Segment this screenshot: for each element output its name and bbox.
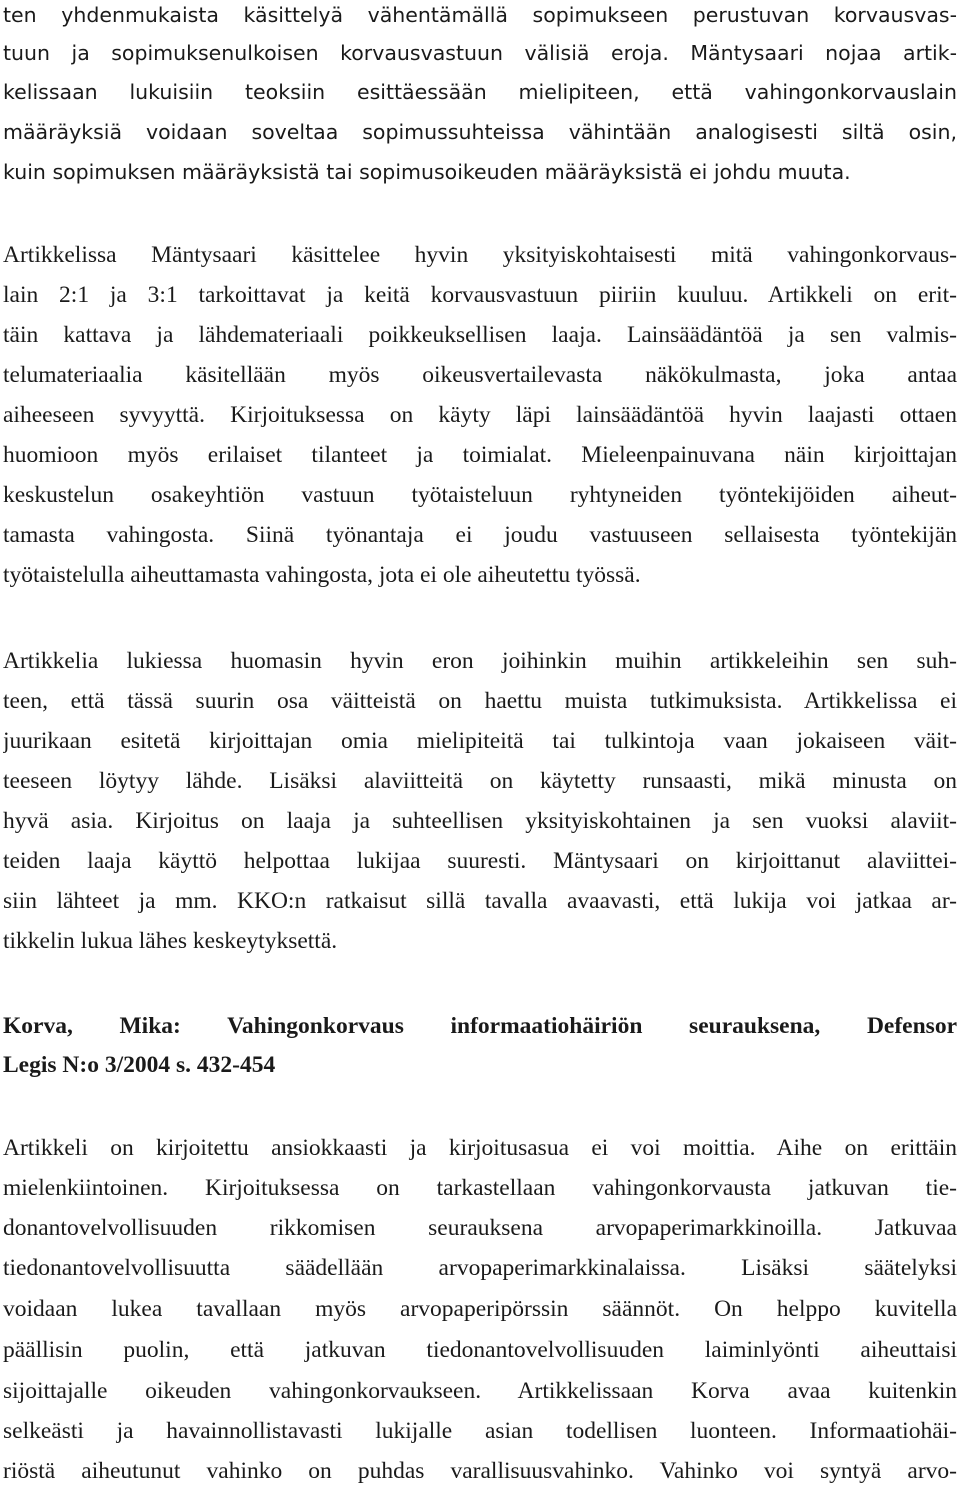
paragraph-1-line: tuun ja sopimuksenulkoisen korvausvastuun välisiä eroja. Mäntysaari nojaa artik- [3, 41, 957, 65]
paragraph-4-line: donantovelvollisuuden rikkomisen seurauksena arvopaperimarkkinoilla. Jatkuvaa [3, 1215, 957, 1241]
paragraph-3-line: siin lähteet ja mm. KKO:n ratkaisut sillä tavalla avaavasti, että lukija voi jatkaa ar- [3, 888, 957, 914]
paragraph-3-line: tikkelin lukua lähes keskeytyksettä. [3, 928, 338, 954]
paragraph-4-line: Artikkeli on kirjoitettu ansiokkaasti ja kirjoitusasua ei voi moittia. Aihe on erittäin [3, 1135, 957, 1161]
paragraph-2-line: työtaistelulla aiheuttamasta vahingosta, jota ei ole aiheutettu työssä. [3, 562, 641, 588]
paragraph-1-line: määräyksiä voidaan soveltaa sopimussuhteissa vähintään analogisesti siltä osin, [3, 120, 957, 144]
paragraph-3-line: Artikkelia lukiessa huomasin hyvin eron joihinkin muihin artikkeleihin sen suh- [3, 648, 957, 674]
paragraph-4-line: mielenkiintoinen. Kirjoituksessa on tarkastellaan vahingonkorvausta jatkuvan tie- [3, 1175, 957, 1201]
paragraph-4-line: päällisin puolin, että jatkuvan tiedonantovelvollisuuden laiminlyönti aiheuttaisi [3, 1337, 957, 1363]
paragraph-3-line: teen, että tässä suurin osa väitteistä on haettu muista tutkimuksista. Artikkelissa ei [3, 688, 957, 714]
paragraph-2-line: Artikkelissa Mäntysaari käsittelee hyvin yksityiskohtaisesti mitä vahingonkorvaus- [3, 242, 957, 268]
paragraph-2-line: täin kattava ja lähdemateriaali poikkeuksellisen laaja. Lainsäädäntöä ja sen valmis- [3, 322, 957, 348]
paragraph-2-line: keskustelun osakeyhtiön vastuun työtaisteluun ryhtyneiden työntekijöiden aiheut- [3, 482, 957, 508]
paragraph-3-line: hyvä asia. Kirjoitus on laaja ja suhteellisen yksityiskohtainen ja sen vuoksi alaviit- [3, 808, 957, 834]
paragraph-2-line: tamasta vahingosta. Siinä työnantaja ei joudu vastuuseen sellaisesta työntekijän [3, 522, 957, 548]
paragraph-1-line: kuin sopimuksen määräyksistä tai sopimusoikeuden määräyksistä ei johdu muuta. [3, 160, 851, 184]
paragraph-2-line: telumateriaalia käsitellään myös oikeusvertailevasta näkökulmasta, joka antaa [3, 362, 957, 388]
paragraph-3-line: juurikaan esitetä kirjoittajan omia mielipiteitä tai tulkintoja vaan jokaiseen väit- [3, 728, 957, 754]
paragraph-4-line: selkeästi ja havainnollistavasti lukijalle asian todellisen luonteen. Informaatiohäi- [3, 1418, 957, 1444]
reference-heading-line: Legis N:o 3/2004 s. 432-454 [3, 1052, 276, 1078]
paragraph-3-line: teeseen löytyy lähde. Lisäksi alaviitteitä on käytetty runsaasti, mikä minusta on [3, 768, 957, 794]
paragraph-4-line: riöstä aiheutunut vahinko on puhdas varallisuusvahinko. Vahinko voi syntyä arvo- [3, 1458, 957, 1484]
paragraph-4-line: sijoittajalle oikeuden vahingonkorvaukseen. Artikkelissaan Korva avaa kuitenkin [3, 1378, 957, 1404]
paragraph-4-line: tiedonantovelvollisuutta säädellään arvopaperimarkkinalaissa. Lisäksi säätelyksi [3, 1255, 957, 1281]
paragraph-4-line: voidaan lukea tavallaan myös arvopaperipörssin säännöt. On helppo kuvitella [3, 1296, 957, 1322]
paragraph-2-line: huomioon myös erilaiset tilanteet ja toimialat. Mieleenpainuvana näin kirjoittajan [3, 442, 957, 468]
paragraph-1-line: kelissaan lukuisiin teoksiin esittäessään mielipiteen, että vahingonkorvauslain [3, 80, 957, 104]
paragraph-2-line: aiheeseen syvyyttä. Kirjoituksessa on käyty läpi lainsäädäntöä hyvin laajasti ottaen [3, 402, 957, 428]
paragraph-2-line: lain 2:1 ja 3:1 tarkoittavat ja keitä korvausvastuun piiriin kuuluu. Artikkeli on erit- [3, 282, 957, 308]
reference-heading-line: Korva, Mika: Vahingonkorvaus informaatiohäiriön seurauksena, Defensor [3, 1013, 957, 1039]
paragraph-1-line: ten yhdenmukaista käsittelyä vähentämällä sopimukseen perustuvan korvausvas- [3, 3, 957, 27]
paragraph-3-line: teiden laaja käyttö helpottaa lukijaa suuresti. Mäntysaari on kirjoittanut alaviittei- [3, 848, 957, 874]
